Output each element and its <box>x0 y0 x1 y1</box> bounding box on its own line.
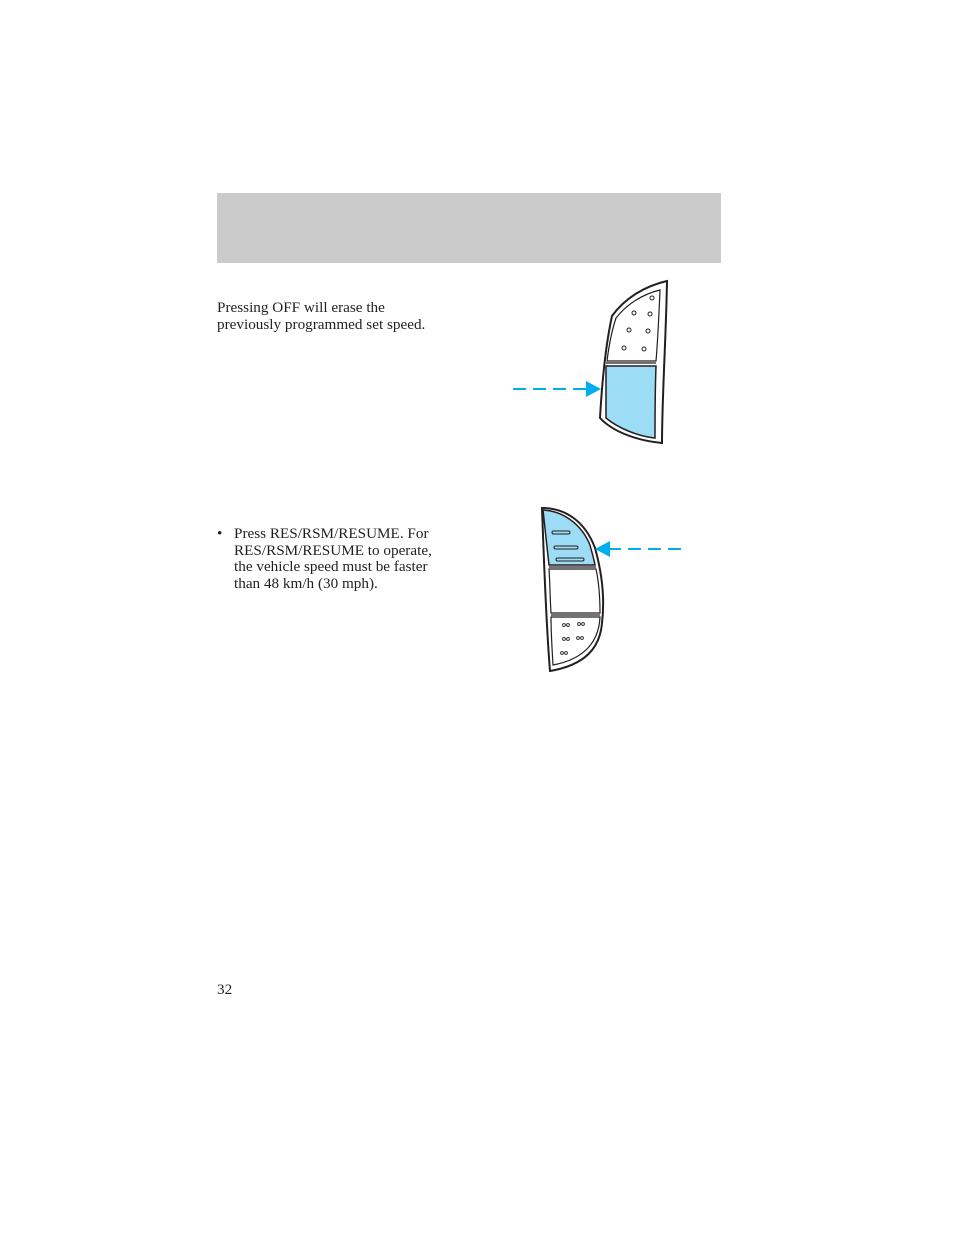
page-number: 32 <box>217 981 233 998</box>
section-header-band <box>217 193 721 263</box>
resume-button-highlighted <box>543 510 595 565</box>
middle-button <box>549 569 600 613</box>
pointer-arrow-right-icon <box>513 381 601 397</box>
text-line: previously programmed set speed. <box>217 315 426 333</box>
lower-button <box>551 617 600 665</box>
bullet-marker: • <box>217 525 223 542</box>
off-button-illustration <box>510 278 680 446</box>
text-line: the vehicle speed must be faster <box>234 558 428 575</box>
text-line: Pressing OFF will erase the <box>217 299 385 316</box>
resume-instruction-text <box>234 526 432 592</box>
text-line: than 48 km/h (30 mph). <box>234 574 378 592</box>
resume-button-illustration <box>540 503 690 675</box>
text-line: Press RES/RSM/RESUME. For <box>234 525 429 542</box>
pointer-arrow-left-icon <box>595 541 685 557</box>
text-line: RES/RSM/RESUME to operate, <box>234 541 432 559</box>
off-instruction-text <box>217 300 425 333</box>
